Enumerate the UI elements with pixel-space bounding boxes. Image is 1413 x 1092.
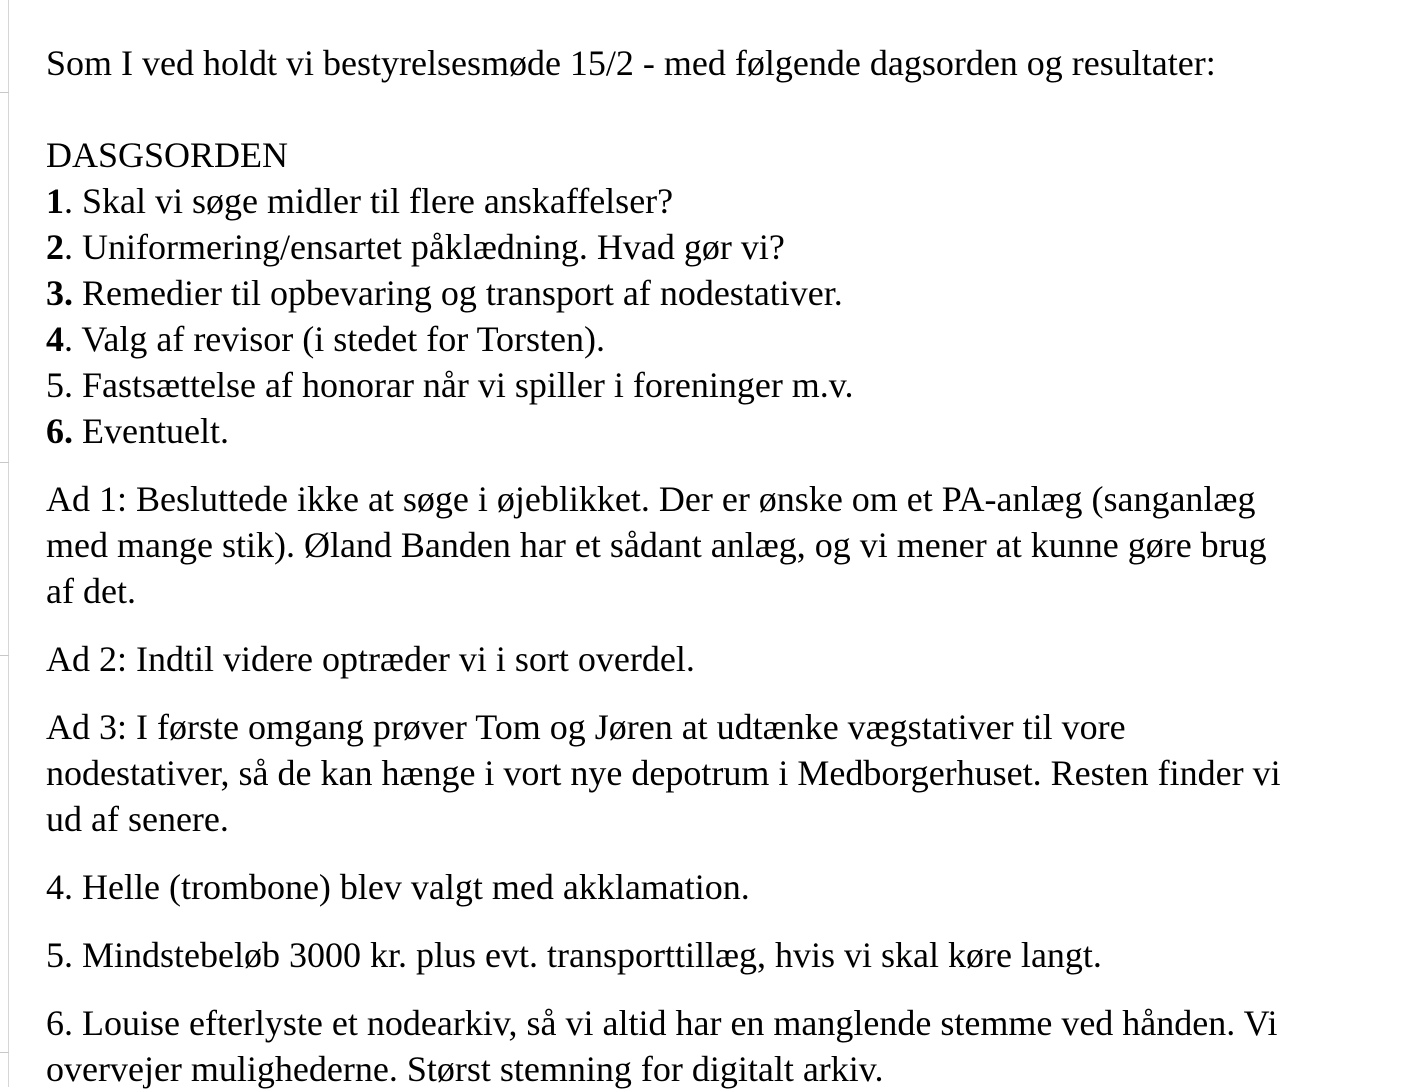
agenda-item-number: 5. <box>46 365 73 405</box>
agenda-section <box>46 132 1396 454</box>
agenda-item-text: Remedier til opbevaring og transport af nodestativer. <box>82 273 843 313</box>
agenda-item-number: 2 <box>46 227 64 267</box>
result-line: 6. Louise efterlyste et nodearkiv, så vi altid har en manglende stemme ved hånden. Vi <box>46 1003 1278 1043</box>
agenda-item-text: Valg af revisor (i stedet for Torsten). <box>81 319 606 359</box>
agenda-item-number: 1 <box>46 181 64 221</box>
result-line: overvejer mulighederne. Størst stemning for digitalt arkiv. <box>46 1049 884 1089</box>
agenda-item-text: Uniformering/ensartet påklædning. Hvad gør vi? <box>82 227 785 267</box>
result-paragraph <box>46 932 1396 978</box>
result-line: af det. <box>46 571 136 611</box>
agenda-item-separator <box>73 411 82 451</box>
results-section <box>46 454 1396 1092</box>
result-paragraph <box>46 704 1396 842</box>
agenda-item <box>46 270 1396 316</box>
agenda-list <box>46 178 1396 454</box>
agenda-item-separator: . <box>64 181 82 221</box>
intro-text: Som I ved holdt vi bestyrelsesmøde 15/2 - med følgende dagsorden og resultater: <box>46 43 1216 83</box>
agenda-item-number: 6. <box>46 411 73 451</box>
agenda-item-separator: . <box>64 227 82 267</box>
agenda-item <box>46 362 1396 408</box>
agenda-item-separator: . <box>64 319 82 359</box>
spacer <box>46 614 1396 636</box>
result-line: 5. Mindstebeløb 3000 kr. plus evt. transporttillæg, hvis vi skal køre langt. <box>46 935 1102 975</box>
spacer <box>46 978 1396 1000</box>
agenda-heading: DASGSORDEN <box>46 135 289 175</box>
spacer <box>46 682 1396 704</box>
ruler-tick <box>0 462 9 463</box>
spacer <box>46 86 1396 132</box>
agenda-item-separator <box>73 365 82 405</box>
agenda-item <box>46 408 1396 454</box>
result-line: Ad 2: Indtil videre optræder vi i sort overdel. <box>46 639 695 679</box>
result-paragraph <box>46 476 1396 614</box>
result-line: Ad 1: Besluttede ikke at søge i øjeblikket. Der er ønske om et PA-anlæg (sanganlæg <box>46 479 1256 519</box>
agenda-item-text: Fastsættelse af honorar når vi spiller i foreninger m.v. <box>82 365 854 405</box>
result-line: nodestativer, så de kan hænge i vort nye depotrum i Medborgerhuset. Resten finder vi <box>46 753 1281 793</box>
result-paragraph <box>46 864 1396 910</box>
ruler-tick <box>0 92 9 93</box>
agenda-item <box>46 224 1396 270</box>
ruler-tick <box>0 655 9 656</box>
spacer <box>46 842 1396 864</box>
agenda-item-number: 3. <box>46 273 73 313</box>
result-line: 4. Helle (trombone) blev valgt med akklamation. <box>46 867 750 907</box>
agenda-item-text: Skal vi søge midler til flere anskaffelser? <box>82 181 674 221</box>
agenda-item <box>46 316 1396 362</box>
result-paragraph <box>46 1000 1396 1092</box>
agenda-item-separator <box>73 273 82 313</box>
result-paragraph <box>46 636 1396 682</box>
result-line: med mange stik). Øland Banden har et sådant anlæg, og vi mener at kunne gøre brug <box>46 525 1267 565</box>
spacer <box>46 910 1396 932</box>
agenda-item-text: Eventuelt. <box>82 411 229 451</box>
spacer <box>46 454 1396 476</box>
agenda-item-number: 4 <box>46 319 64 359</box>
page-left-edge <box>0 0 9 1087</box>
intro-paragraph <box>46 40 1396 86</box>
document-body <box>46 40 1396 1092</box>
result-line: Ad 3: I første omgang prøver Tom og Jøren at udtænke vægstativer til vore <box>46 707 1126 747</box>
result-line: ud af senere. <box>46 799 229 839</box>
agenda-item <box>46 178 1396 224</box>
ruler-tick <box>0 1052 9 1053</box>
